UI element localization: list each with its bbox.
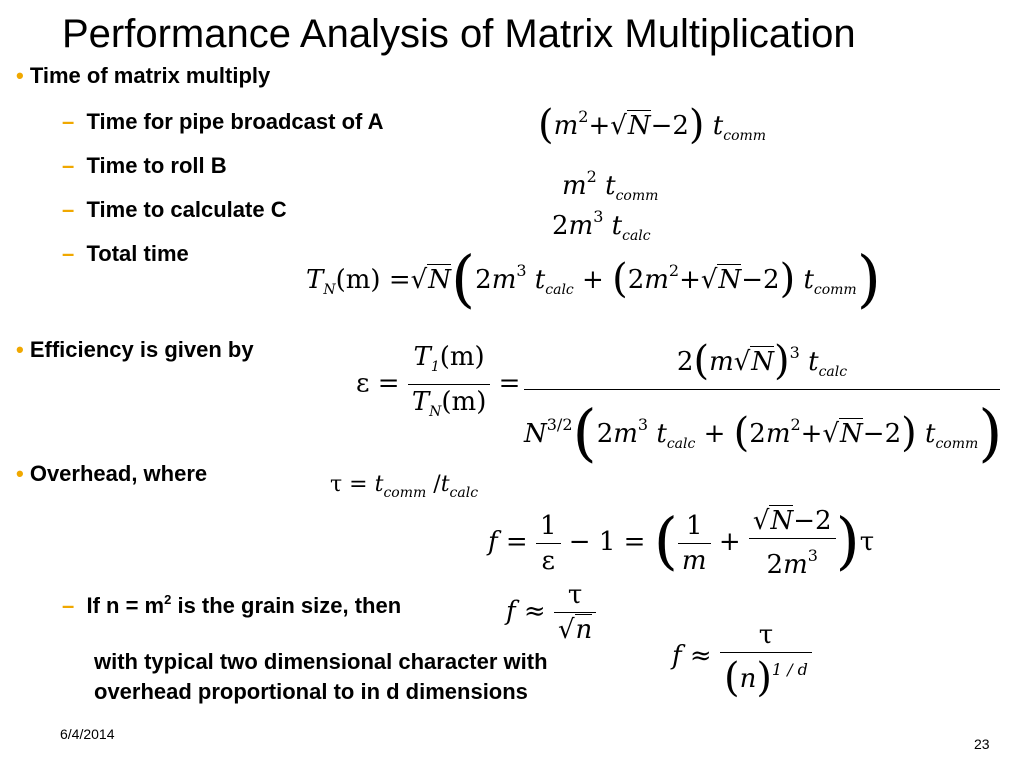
formula-calc-time: $2m^3$ $t_{calc}$ [552,207,651,244]
bullet-time-of-multiply [16,62,270,90]
note-line-2: overhead proportional to in d dimensions [94,679,528,704]
sub-bullet-text: Total time [86,241,189,266]
formula-f-approx-sqrt: f ≈ $\frac{\tau}{√n}$ [506,578,596,647]
sub-bullet-text: If n = m [86,593,165,618]
formula-f: f = $\frac{1}{\varepsilon}$ − 1 = ( $\frac{1}{m}$ + $\frac{√N-2}{2m^3}$ )τ [488,504,875,580]
fraction-one-over-m: $\frac{1}{m}$ [678,509,711,578]
sub-bullet-calculate [62,196,287,224]
sub-bullet-dash: – [62,197,75,222]
sub-bullet-dash: – [62,241,75,266]
slide-title: Performance Analysis of Matrix Multiplication [62,12,856,56]
sub-bullet-text: Time to roll B [86,153,227,178]
formula-roll-time: $m^2$ $t_{comm}$ [562,167,659,204]
formula-efficiency: ε = $\frac{T_1(m)}{T_N(m)}$ = [356,340,520,429]
fraction-sqrtN-minus-2-over-2m3: $\frac{√N-2}{2m^3}$ [749,504,836,582]
note-line-1: with typical two dimensional character with [94,649,548,674]
fraction-tau-over-n-pow: $\frac{\tau}{(n)^{1 / d}}$ [720,618,812,696]
bullet-text: Time of matrix multiply [29,63,271,88]
bullet-dot: • [16,461,24,486]
sub-bullet-text: Time to calculate C [86,197,287,222]
formula-total-time: $T_N(m) =√N(2m^3$ $t_{calc} + (2m^2+√N-2)$ $t_{comm}$) [306,242,881,315]
sub-bullet-text-rest: is the grain size, then [171,593,402,618]
bullet-text: Overhead, where [29,461,208,486]
formula-broadcast-time: $(m^2+√N-2)$ $t_{comm}$ [538,102,767,148]
sub-bullet-superscript: 2 [164,592,172,607]
bullet-text: Efficiency is given by [29,337,254,362]
bullet-overhead [16,460,207,488]
sub-bullet-dash: – [62,153,75,178]
efficiency-numerator: $2(m√N)^3$ $t_{calc}$ [524,336,1000,390]
formula-f-approx-d: f ≈ $\frac{\tau}{(n)^{1 / d}}$ [672,618,812,696]
slide-date: 6/4/2014 [60,726,115,742]
sub-bullet-dash: – [62,593,75,618]
efficiency-denominator: $N^{3/2}(2m^3$ $t_{calc} + (2m^2+√N-2)$ $t_{comm}$) [524,396,1003,469]
sub-bullet-total [62,240,189,268]
sub-bullet-text: Time for pipe broadcast of A [86,109,384,134]
fraction-one-over-eps: $\frac{1}{\varepsilon}$ [536,509,561,578]
slide-page-number: 23 [974,736,990,752]
formula-tau: $\tau = t_{comm}$ $/t_{calc}$ [330,472,479,501]
bullet-dot: • [16,63,24,88]
fraction-tau-over-sqrt-n: $\frac{\tau}{√n}$ [554,578,596,647]
bullet-efficiency [16,336,254,364]
sub-bullet-dash: – [62,109,75,134]
sub-bullet-roll [62,152,227,180]
sub-bullet-grain-size [62,586,401,620]
sub-bullet-broadcast [62,108,384,136]
bullet-dot: • [16,337,24,362]
fraction-T1-TN: $\frac{T_1(m)}{T_N(m)}$ [408,340,491,429]
